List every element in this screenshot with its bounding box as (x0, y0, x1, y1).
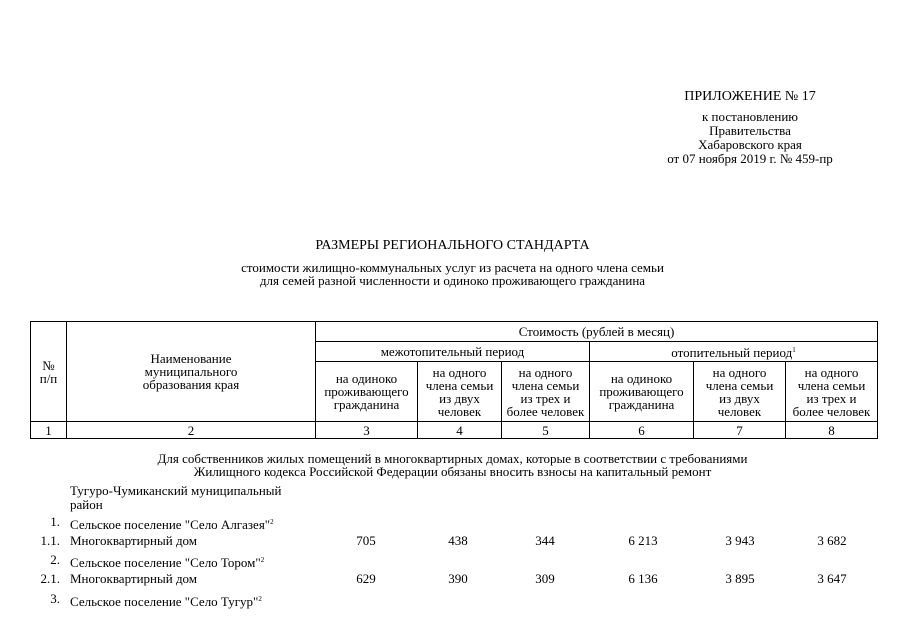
table-row (0, 572, 905, 590)
header-alone: на одиноко проживающего гражданина (590, 362, 694, 422)
table-row (0, 515, 905, 533)
header-two: на одного члена семьи из двух человек (694, 362, 786, 422)
value-cell: 705 (356, 533, 376, 548)
appendix-heading: ПРИЛОЖЕНИЕ № 17 (684, 89, 816, 104)
row-name: Сельское поселение "Село Алгазея"$^2$ (70, 517, 274, 532)
appendix-line: Правительства (709, 123, 791, 138)
column-number: 2 (67, 422, 316, 439)
row-number: 1. (50, 514, 60, 529)
subtitle-line: для семей разной численности и одиноко проживающего гражданина (259, 273, 646, 288)
value-cell: 3 943 (725, 533, 755, 548)
section-note-line: Жилищного кодекса Российской Федерации обязаны вносить взносы на капитальный ремонт (193, 464, 712, 479)
value-cell: 344 (535, 533, 555, 548)
row-name: Многоквартирный дом (70, 571, 198, 586)
row-number: 1.1. (40, 533, 60, 548)
district-row (0, 484, 905, 514)
section-note (0, 452, 905, 478)
appendix-block (600, 90, 900, 166)
subtitle-line: стоимости жилищно-коммунальных услуг из расчета на одного члена семьи (241, 260, 664, 275)
row-number: 2. (50, 552, 60, 567)
column-number: 7 (694, 422, 786, 439)
header-three: на одного члена семьи из трех и более человек (502, 362, 590, 422)
column-number: 1 (31, 422, 67, 439)
value-cell: 438 (448, 533, 468, 548)
row-number: 3. (50, 591, 60, 606)
header-num: № п/п (31, 322, 67, 422)
value-cell: 3 682 (817, 533, 847, 548)
value-cell: 6 213 (628, 533, 658, 548)
table-row (0, 553, 905, 571)
header-two: на одного члена семьи из двух человек (418, 362, 502, 422)
row-number: 2.1. (40, 571, 60, 586)
column-number: 8 (786, 422, 878, 439)
appendix-line: от 07 ноября 2019 г. № 459-пр (667, 151, 833, 166)
appendix-line: к постановлению (701, 109, 799, 124)
value-cell: 6 136 (628, 571, 658, 586)
section-note-line: Для собственников жилых помещений в многоквартирных домах, которые в соответствии с требованиями (157, 451, 748, 466)
district-name: Тугуро-Чумиканский муниципальный район (70, 483, 282, 512)
value-cell: 629 (356, 571, 376, 586)
header-period-heating: отопительный период$^1$ (590, 342, 878, 362)
value-cell: 3 895 (725, 571, 755, 586)
column-number: 5 (502, 422, 590, 439)
tariff-table-header (30, 321, 878, 439)
row-name: Многоквартирный дом (70, 533, 198, 548)
value-cell: 390 (448, 571, 468, 586)
row-name: Сельское поселение "Село Тугур"$^2$ (70, 594, 262, 609)
table-row (0, 534, 905, 552)
header-cost: Стоимость (рублей в месяц) (316, 322, 878, 342)
header-name: Наименование муниципального образования края (67, 322, 316, 422)
header-three: на одного члена семьи из трех и более человек (786, 362, 878, 422)
value-cell: 309 (535, 571, 555, 586)
table-row (0, 592, 905, 610)
column-number: 6 (590, 422, 694, 439)
document-title: РАЗМЕРЫ РЕГИОНАЛЬНОГО СТАНДАРТА (315, 238, 590, 253)
column-number: 3 (316, 422, 418, 439)
value-cell: 3 647 (817, 571, 847, 586)
document-subtitle (0, 261, 905, 287)
column-number: 4 (418, 422, 502, 439)
header-period-nonheating: межотопительный период (316, 342, 590, 362)
appendix-line: Хабаровского края (698, 137, 802, 152)
header-alone: на одиноко проживающего гражданина (316, 362, 418, 422)
row-name: Сельское поселение "Село Тором"$^2$ (70, 555, 265, 570)
